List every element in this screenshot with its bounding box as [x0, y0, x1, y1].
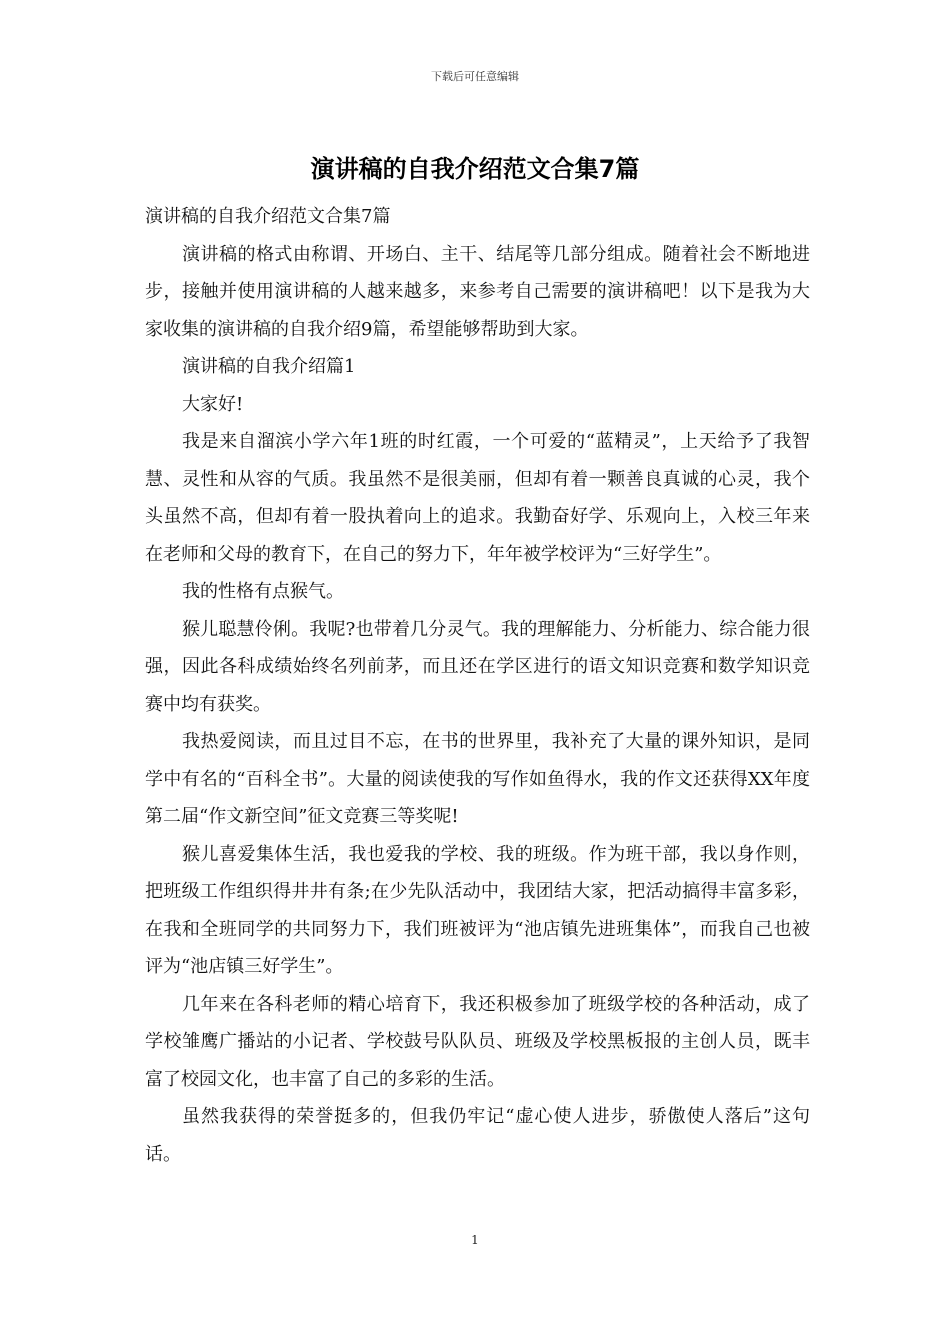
- document-body: [145, 198, 810, 1173]
- document-title: 演讲稿的自我介绍范文合集7篇: [310, 155, 640, 183]
- paragraph: 猴儿聪慧伶俐。我呢?也带着几分灵气。我的理解能力、分析能力、综合能力很强，因此各科成绩始终名列前茅，而且还在学区进行的语文知识竞赛和数学知识竞赛中均有获奖。: [145, 618, 810, 715]
- page-number: 1: [471, 1233, 479, 1247]
- paragraph-greeting: 大家好!: [182, 393, 244, 415]
- paragraph-intro: 演讲稿的格式由称谓、开场白、主干、结尾等几部分组成。随着社会不断地进步，接触并使用演讲稿的人越来越多，来参考自己需要的演讲稿吧！以下是我为大家收集的演讲稿的自我介绍9篇，希望能够帮助到大家。: [145, 243, 810, 340]
- section-heading: 演讲稿的自我介绍篇1: [182, 356, 356, 377]
- paragraph: 虽然我获得的荣誉挺多的，但我仍牢记“虚心使人进步，骄傲使人落后”这句话。: [145, 1106, 810, 1165]
- paragraph: 我是来自溜滨小学六年1班的时红霞，一个可爱的“蓝精灵”，上天给予了我智慧、灵性和从容的气质。我虽然不是很美丽，但却有着一颗善良真诚的心灵，我个头虽然不高，但却有着一股执着向上的追求。我勤奋好学、乐观向上，入校三年来在老师和父母的教育下，在自己的努力下，年年被学校评为“三好学生”。: [145, 431, 810, 565]
- paragraph: 猴儿喜爱集体生活，我也爱我的学校、我的班级。作为班干部，我以身作则，把班级工作组织得井井有条;在少先队活动中，我团结大家，把活动搞得丰富多彩，在我和全班同学的共同努力下，我们班被评为“池店镇先进班集体”，而我自己也被评为“池店镇三好学生”。: [145, 843, 810, 977]
- paragraph: 我热爱阅读，而且过目不忘，在书的世界里，我补充了大量的课外知识，是同学中有名的“百科全书”。大量的阅读使我的写作如鱼得水，我的作文还获得XX年度第二届“作文新空间”征文竞赛三等奖呢!: [145, 731, 810, 827]
- paragraph-subtitle: 演讲稿的自我介绍范文合集7篇: [145, 206, 391, 227]
- paragraph: 几年来在各科老师的精心培育下，我还积极参加了班级学校的各种活动，成了学校雏鹰广播站的小记者、学校鼓号队队员、班级及学校黑板报的主创人员，既丰富了校园文化，也丰富了自己的多彩的生活。: [145, 993, 810, 1090]
- paragraph: 我的性格有点猴气。: [182, 581, 344, 602]
- header-note: 下载后可任意编辑: [431, 70, 519, 83]
